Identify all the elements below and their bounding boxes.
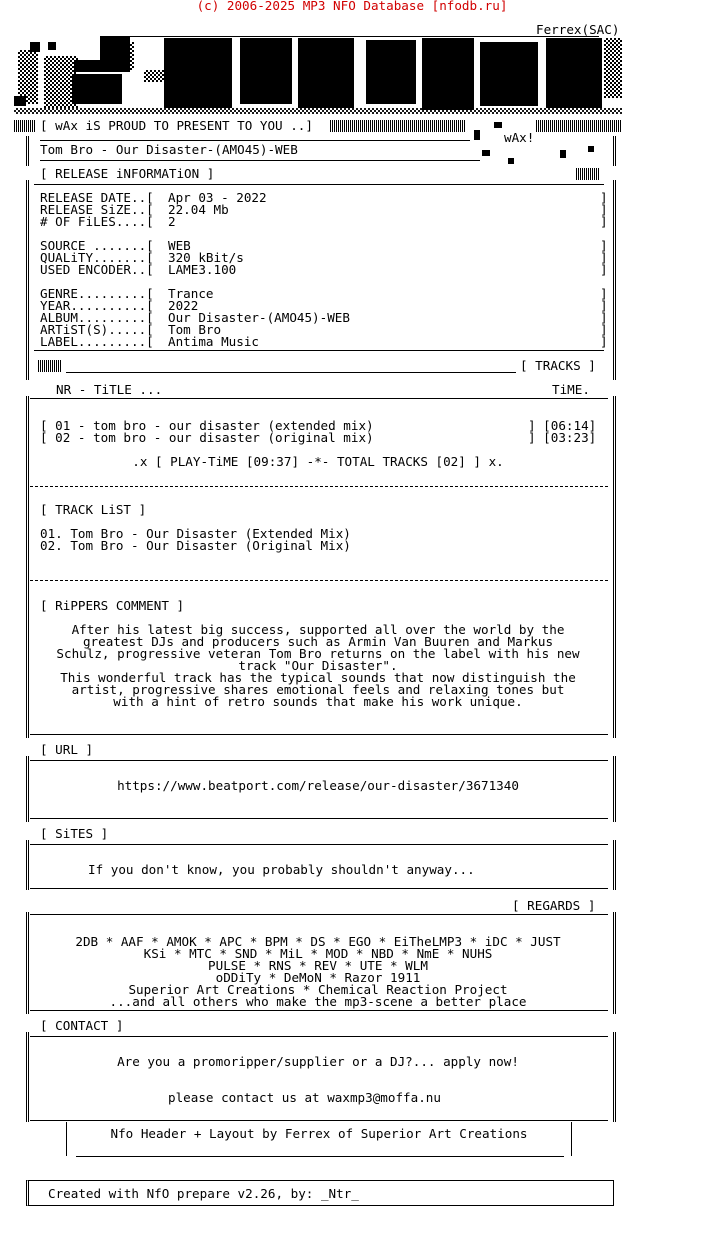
- footer-created-with: Created with NfO prepare v2.26, by: _Ntr_: [48, 1186, 359, 1201]
- comment-line: with a hint of retro sounds that make his work unique.: [113, 694, 523, 709]
- sites-text: If you don't know, you probably shouldn't anyway...: [88, 862, 475, 877]
- release-name: Tom Bro - Our Disaster-(AMO45)-WEB: [40, 142, 298, 157]
- ascii-author: Ferrex(SAC): [536, 22, 620, 37]
- regards-line: KSi * MTC * SND * MiL * MOD * NBD * NmE * NUHS: [143, 946, 493, 961]
- regards-line: oDDiTy * DeMoN * Razor 1911: [215, 970, 421, 985]
- shade-block: [576, 168, 600, 180]
- row-close: ]: [600, 202, 608, 217]
- tracks-col-title: NR - TiTLE ...: [56, 382, 163, 397]
- info-label: ALBUM.........[: [40, 310, 154, 325]
- regards-line: PULSE * RNS * REV * UTE * WLM: [208, 958, 428, 973]
- regards-line: Superior Art Creations * Chemical Reaction Project: [128, 982, 508, 997]
- shade-block: [38, 360, 62, 372]
- info-value: 320 kBit/s: [168, 250, 244, 265]
- track-list-heading: [ TRACK LiST ]: [40, 502, 147, 517]
- shade-block: [14, 120, 36, 132]
- track-row: [ 01 - tom bro - our disaster (extended mix): [40, 418, 374, 433]
- info-value: 2022: [168, 298, 199, 313]
- row-close: ]: [600, 334, 608, 349]
- info-value: Our Disaster-(AMO45)-WEB: [168, 310, 350, 325]
- shade-block: [536, 120, 622, 132]
- info-value: Antima Music: [168, 334, 259, 349]
- info-label: RELEASE DATE..[: [40, 190, 154, 205]
- rippers-comment-heading: [ RiPPERS COMMENT ]: [40, 598, 185, 613]
- info-value: WEB: [168, 238, 191, 253]
- row-close: ]: [600, 322, 608, 337]
- release-info-heading: [ RELEASE iNFORMATiON ]: [40, 166, 215, 181]
- info-label: LABEL.........[: [40, 334, 154, 349]
- ascii-logo: [14, 32, 624, 116]
- contact-apply-line: Are you a promoripper/supplier or a DJ?... apply now!: [117, 1054, 519, 1069]
- contact-box: [26, 1032, 616, 1122]
- layout-credits: Nfo Header + Layout by Ferrex of Superior Art Creations: [110, 1126, 528, 1141]
- track-list-item: 01. Tom Bro - Our Disaster (Extended Mix): [40, 526, 351, 541]
- comment-line: greatest DJs and producers such as Armin Van Buuren and Markus: [82, 634, 554, 649]
- info-label: QUALiTY.......[: [40, 250, 154, 265]
- url-heading: [ URL ]: [40, 742, 94, 757]
- comment-line: track "Our Disaster".: [238, 658, 398, 673]
- site-header[interactable]: (c) 2006-2025 MP3 NFO Database [nfodb.ru]: [196, 0, 508, 13]
- info-label: YEAR..........[: [40, 298, 154, 313]
- release-url-link[interactable]: https://www.beatport.com/release/our-disaster/3671340: [117, 778, 519, 793]
- tracks-heading: [ TRACKS ]: [520, 358, 596, 373]
- track-list-item: 02. Tom Bro - Our Disaster (Original Mix): [40, 538, 351, 553]
- info-label: RELEASE SiZE..[: [40, 202, 154, 217]
- info-label: # OF FiLES....[: [40, 214, 154, 229]
- info-value: Trance: [168, 286, 214, 301]
- info-value: LAME3.100: [168, 262, 237, 277]
- info-label: SOURCE .......[: [40, 238, 154, 253]
- info-label: GENRE.........[: [40, 286, 154, 301]
- comment-line: artist, progressive shares emotional feels and relaxing tones but: [71, 682, 565, 697]
- comment-line: This wonderful track has the typical sounds that now distinguish the: [60, 670, 576, 685]
- comment-line: After his latest big success, supported all over the world by the: [71, 622, 565, 637]
- row-close: ]: [600, 310, 608, 325]
- info-value: Apr 03 - 2022: [168, 190, 267, 205]
- row-close: ]: [600, 286, 608, 301]
- contact-email[interactable]: please contact us at waxmp3@moffa.nu: [168, 1090, 441, 1105]
- regards-line: ...and all others who make the mp3-scene a better place: [109, 994, 527, 1009]
- row-close: ]: [600, 238, 608, 253]
- regards-heading: [ REGARDS ]: [512, 898, 596, 913]
- row-close: ]: [600, 250, 608, 265]
- info-value: 22.04 Mb: [168, 202, 229, 217]
- row-close: ]: [600, 214, 608, 229]
- track-row: [ 02 - tom bro - our disaster (original mix): [40, 430, 374, 445]
- regards-line: 2DB * AAF * AMOK * APC * BPM * DS * EGO * EiTheLMP3 * iDC * JUST: [75, 934, 561, 949]
- logo-tag: wAx!: [504, 130, 535, 145]
- contact-heading: [ CONTACT ]: [40, 1018, 124, 1033]
- present-line: [ wAx iS PROUD TO PRESENT TO YOU ..]: [40, 118, 313, 133]
- info-value: 2: [168, 214, 176, 229]
- track-time: ] [06:14]: [528, 418, 597, 433]
- info-value: Tom Bro: [168, 322, 222, 337]
- track-time: ] [03:23]: [528, 430, 597, 445]
- row-close: ]: [600, 298, 608, 313]
- info-label: USED ENCODER..[: [40, 262, 154, 277]
- shade-block: [330, 120, 466, 132]
- row-close: ]: [600, 262, 608, 277]
- info-label: ARTiST(S).....[: [40, 322, 154, 337]
- row-close: ]: [600, 190, 608, 205]
- comment-line: Schulz, progressive veteran Tom Bro returns on the label with his new: [56, 646, 580, 661]
- tracks-col-time: TiME.: [552, 382, 590, 397]
- tracks-summary: .x [ PLAY-TiME [09:37] -*- TOTAL TRACKS [02] ] x.: [132, 454, 504, 469]
- sites-heading: [ SiTES ]: [40, 826, 109, 841]
